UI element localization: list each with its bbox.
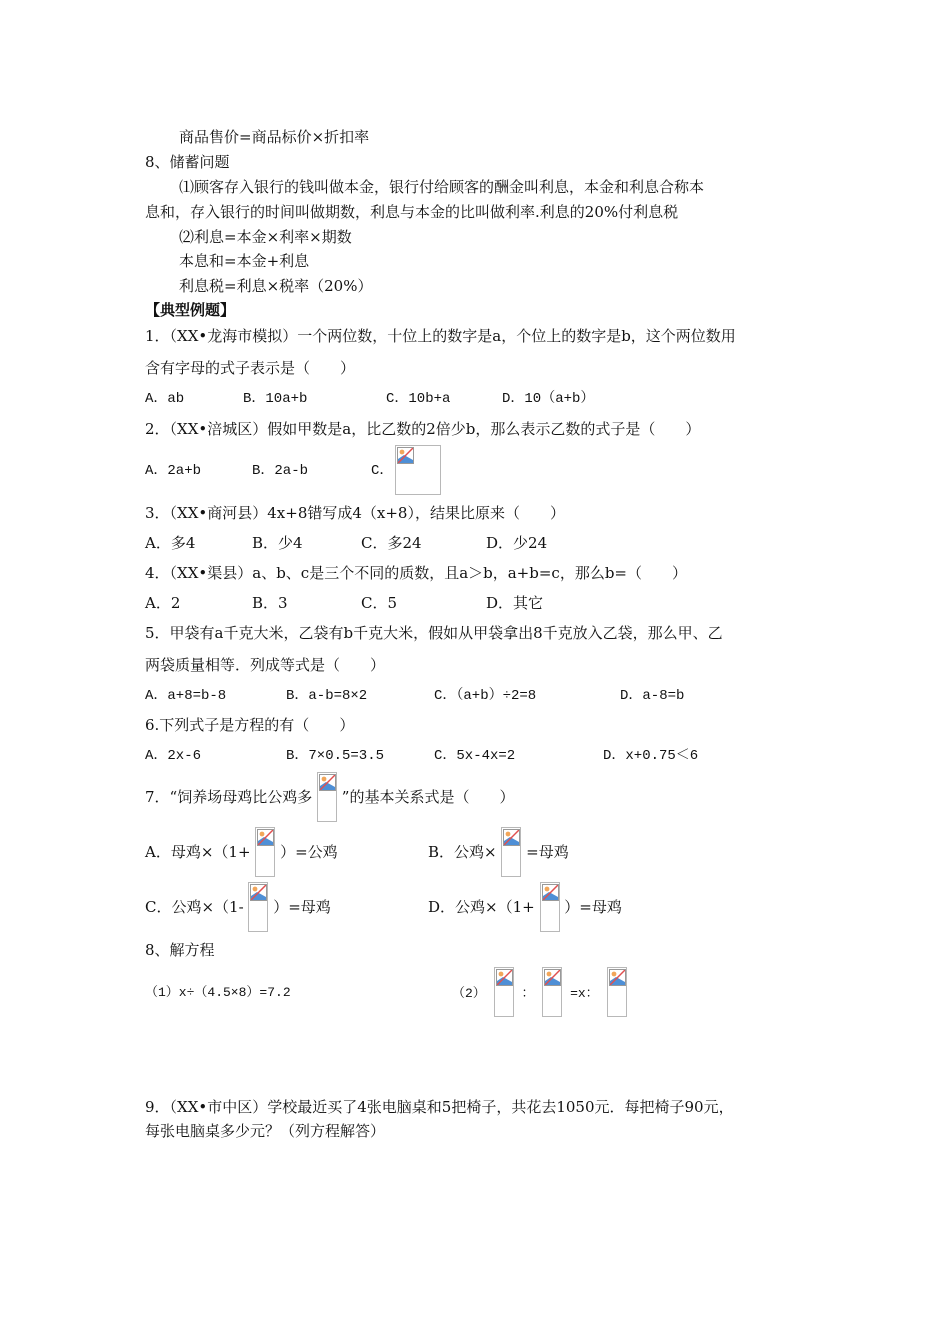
broken-image-icon (542, 967, 562, 1017)
q3-option-d: D．少24 (486, 534, 548, 552)
q7-option-c-suffix: ）=母鸡 (273, 898, 331, 916)
broken-image-icon (248, 882, 268, 932)
q1-line-2: 含有字母的式子表示是（ ） (145, 359, 356, 377)
q7-option-c-prefix: C．公鸡×（1- (145, 898, 244, 916)
q8-equation-1: （1）x÷（4.5×8）=7.2 (145, 985, 291, 1000)
broken-image-icon (255, 827, 275, 877)
q1-option-c: C．10b+a (386, 391, 451, 407)
q8-equals-x: =x： (570, 986, 599, 1001)
q6-option-d: D．x+0.75＜6 (603, 748, 699, 764)
formula-interest-tax: 利息税=利息×税率（20%） (179, 277, 373, 295)
q1-option-d: D．10（a+b） (502, 391, 595, 407)
q7-question (145, 772, 514, 822)
q8-equation-2-prefix: （2） (452, 986, 486, 1001)
q4-option-a: A．2 (145, 594, 181, 612)
formula-interest: ⑵利息=本金×利率×期数 (179, 228, 352, 246)
q6-option-b: B．7×0.5=3.5 (286, 748, 385, 764)
q7-option-a (145, 827, 338, 877)
q4-option-b: B．3 (252, 594, 288, 612)
q5-line-2: 两袋质量相等．列成等式是（ ） (145, 656, 386, 674)
q4-option-c: C．5 (361, 594, 398, 612)
q7-option-d-suffix: ）=母鸡 (564, 898, 622, 916)
q7-option-a-prefix: A．母鸡×（1+ (145, 843, 251, 861)
q1-option-a: A．ab (145, 391, 185, 407)
q5-option-c: C．（a+b）÷2=8 (434, 688, 537, 704)
q3-option-c: C．多24 (361, 534, 422, 552)
q7-option-a-suffix: ）=公鸡 (280, 843, 338, 861)
q5-option-d: D．a-8=b (620, 688, 685, 704)
q3-option-a: A．多4 (145, 534, 196, 552)
q2-option-b: B．2a-b (252, 463, 309, 479)
q4-option-d: D．其它 (486, 594, 544, 612)
q5-option-a: A．a+8=b-8 (145, 688, 227, 704)
q1-option-b: B．10a+b (243, 391, 308, 407)
broken-image-icon (607, 967, 627, 1017)
q1-line-1: 1．（XX•龙海市模拟）一个两位数，十位上的数字是a，个位上的数字是b，这个两位数用 (145, 327, 736, 345)
q6-option-a: A．2x-6 (145, 748, 202, 764)
q8-title: 8、解方程 (145, 941, 215, 959)
broken-image-icon (501, 827, 521, 877)
formula-sale-price: 商品售价=商品标价×折扣率 (179, 128, 370, 146)
q8-equation-2 (452, 967, 627, 1017)
q7-option-b (428, 827, 569, 877)
formula-principal-interest: 本息和=本金+利息 (179, 252, 310, 270)
q2-option-c-image (395, 445, 441, 495)
broken-image-icon (540, 882, 560, 932)
q7-option-b-suffix: =母鸡 (526, 843, 569, 861)
q8-colon: ： (521, 986, 535, 1001)
q2-line-1: 2．（XX•涪城区）假如甲数是a，比乙数的2倍少b，那么表示乙数的式子是（ ） (145, 420, 701, 438)
q9-line-1: 9．（XX•市中区）学校最近买了4张电脑桌和5把椅子，共花去1050元．每把椅子90元， (145, 1098, 734, 1116)
q9-line-2: 每张电脑桌多少元？（列方程解答） (145, 1122, 386, 1140)
q6-line-1: 6.下列式子是方程的有（ ） (145, 716, 355, 734)
section-8-title: 8、储蓄问题 (145, 153, 230, 171)
q7-question-suffix: ”的基本关系式是（ ） (341, 788, 515, 806)
paragraph-1-line-2: 息和，存入银行的时间叫做期数，利息与本金的比叫做利率.利息的20%付利息税 (145, 203, 679, 221)
broken-image-icon (395, 445, 441, 495)
q7-option-d (428, 882, 622, 932)
paragraph-1-line-1: ⑴顾客存入银行的钱叫做本金，银行付给顾客的酬金叫利息，本金和利息合称本 (179, 178, 705, 196)
q7-question-prefix: 7．“饲养场母鸡比公鸡多 (145, 788, 313, 806)
broken-image-icon (317, 772, 337, 822)
q7-option-d-prefix: D．公鸡×（1+ (428, 898, 535, 916)
q6-option-c: C．5x-4x=2 (434, 748, 516, 764)
q2-option-c: C． (371, 463, 394, 479)
q3-line-1: 3．（XX•商河县）4x+8错写成4（x+8），结果比原来（ ） (145, 504, 565, 522)
q4-line-1: 4．（XX•渠县）a、b、c是三个不同的质数，且a＞b，a+b=c，那么b=（ ） (145, 564, 687, 582)
q3-option-b: B．少4 (252, 534, 303, 552)
q7-option-b-prefix: B．公鸡× (428, 843, 497, 861)
q7-option-c (145, 882, 331, 932)
q5-line-1: 5．甲袋有a千克大米，乙袋有b千克大米，假如从甲袋拿出8千克放入乙袋，那么甲、乙 (145, 624, 723, 642)
broken-image-icon (494, 967, 514, 1017)
typical-examples-heading: 【典型例题】 (145, 301, 236, 319)
q5-option-b: B．a-b=8×2 (286, 688, 368, 704)
q2-option-a: A．2a+b (145, 463, 202, 479)
